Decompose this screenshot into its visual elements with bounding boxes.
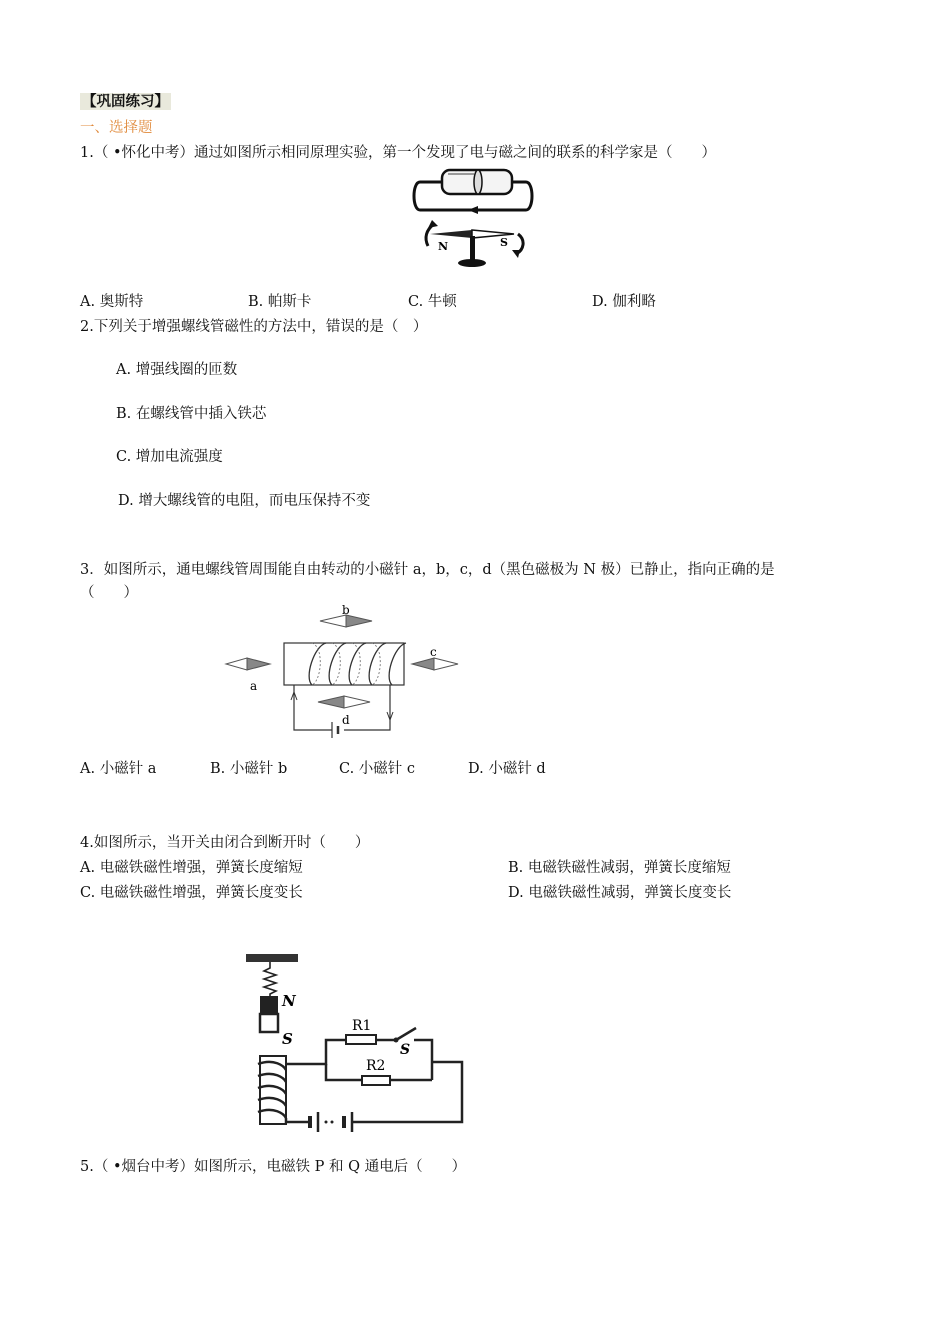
q2-option-a[interactable]: A. 增强线圈的匝数	[116, 362, 238, 378]
q2-option-d[interactable]: D. 增大螺线管的电阻，而电压保持不变	[118, 493, 371, 509]
q3-label-b: b	[342, 603, 350, 617]
q1-south-label: S	[500, 236, 508, 249]
subsection-title: 一、选择题	[80, 120, 153, 136]
q1-option-c[interactable]: C. 牛顿	[408, 294, 457, 310]
q1-option-b[interactable]: B. 帕斯卡	[248, 294, 312, 310]
q3-label-d: d	[342, 713, 350, 727]
q3-option-a[interactable]: A. 小磁针 a	[80, 761, 157, 777]
q1-option-a[interactable]: A. 奥斯特	[80, 294, 144, 310]
q3-option-b[interactable]: B. 小磁针 b	[210, 761, 288, 777]
q3-label-a: a	[250, 679, 258, 693]
q2-option-c[interactable]: C. 增加电流强度	[116, 449, 223, 465]
q4-magnet-n-label: N	[282, 992, 296, 1010]
q1-north-label: N	[438, 240, 449, 253]
q4-magnet-s-label: S	[282, 1030, 293, 1048]
q2-stem: 2.下列关于增强螺线管磁性的方法中，错误的是（ ）	[80, 319, 428, 335]
q4-option-b[interactable]: B. 电磁铁磁性减弱，弹簧长度缩短	[508, 860, 731, 876]
q3-option-d[interactable]: D. 小磁针 d	[468, 761, 546, 777]
q2-option-b[interactable]: B. 在螺线管中插入铁芯	[116, 406, 267, 422]
q4-stem: 4.如图所示，当开关由闭合到断开时（ ）	[80, 835, 370, 851]
q5-stem: 5.（ •烟台中考）如图所示，电磁铁 P 和 Q 通电后（ ）	[80, 1159, 467, 1175]
q4-figure-electromagnet-circuit	[240, 948, 468, 1132]
q3-stem-line1: 3．如图所示，通电螺线管周围能自由转动的小磁针 a，b，c，d（黑色磁极为 N 极）已静止，指向正确的是	[80, 562, 775, 578]
q4-r2-label: R2	[366, 1058, 386, 1074]
q1-option-d[interactable]: D. 伽利略	[592, 294, 656, 310]
q4-switch-label: S	[400, 1042, 411, 1058]
q4-option-a[interactable]: A. 电磁铁磁性增强，弹簧长度缩短	[80, 860, 303, 876]
q3-figure-solenoid	[222, 600, 462, 745]
q4-option-d[interactable]: D. 电磁铁磁性减弱，弹簧长度变长	[508, 885, 732, 901]
q1-figure-oersted-experiment	[408, 160, 536, 270]
q3-option-c[interactable]: C. 小磁针 c	[339, 761, 416, 777]
q3-label-c: c	[430, 645, 437, 659]
q1-stem: 1.（ •怀化中考）通过如图所示相同原理实验，第一个发现了电与磁之间的联系的科学家是（ ）	[80, 145, 716, 161]
section-title: 【巩固练习】	[82, 93, 169, 110]
q4-option-c[interactable]: C. 电磁铁磁性增强，弹簧长度变长	[80, 885, 303, 901]
q3-stem-line2: （ ）	[80, 585, 138, 601]
q4-r1-label: R1	[352, 1018, 372, 1034]
